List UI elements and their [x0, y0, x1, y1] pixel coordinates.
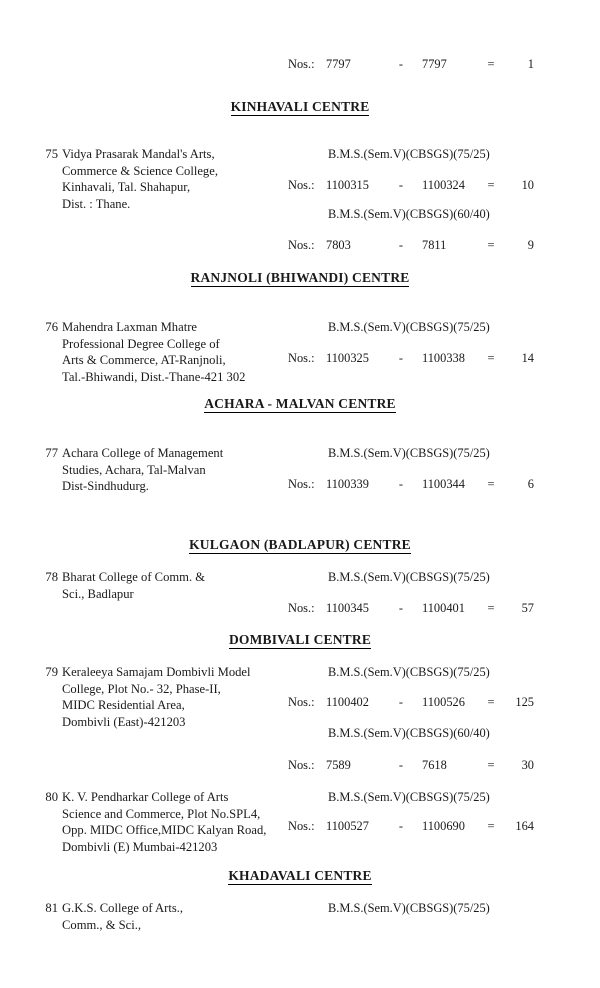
- nos-equals: =: [487, 601, 495, 615]
- college-index: [36, 319, 58, 336]
- college-name-line: College, Plot No.- 32, Phase-II,: [62, 681, 221, 696]
- college-name: [62, 569, 312, 602]
- college-name-line: Bharat College of Comm. &: [62, 570, 206, 584]
- nos-label: Nos.:: [288, 758, 315, 772]
- subject-label: B.M.S.(Sem.V)(CBSGS)(75/25): [328, 320, 490, 334]
- college-name-line: Keraleeya Samajam Dombivli Model: [62, 665, 251, 679]
- nos-row: [288, 600, 538, 617]
- college-name-line: G.K.S. College of Arts.,: [62, 901, 184, 915]
- college-index-text: 81: [45, 901, 58, 915]
- nos-row: [288, 177, 538, 194]
- nos-label: Nos.:: [288, 351, 315, 365]
- nos-dash: -: [398, 57, 404, 71]
- nos-from: 1100527: [326, 819, 369, 833]
- centre-heading: [0, 537, 600, 554]
- nos-to: 7797: [422, 57, 447, 71]
- college-name-line: Achara College of Management: [62, 446, 224, 460]
- centre-heading: [0, 868, 600, 885]
- nos-count: 164: [515, 819, 534, 833]
- college-name-line: Dist-Sindhudurg.: [62, 479, 149, 494]
- centre-heading-text: KINHAVALI CENTRE: [230, 99, 370, 114]
- college-name-line: K. V. Pendharkar College of Arts: [62, 790, 229, 804]
- nos-count: 6: [527, 477, 534, 491]
- college-name-line: Mahendra Laxman Mhatre: [62, 320, 197, 334]
- nos-to: 1100338: [422, 351, 465, 365]
- nos-equals: =: [487, 819, 495, 833]
- nos-dash: -: [398, 238, 404, 252]
- nos-count: 10: [521, 178, 534, 192]
- subject-label: B.M.S.(Sem.V)(CBSGS)(75/25): [328, 790, 490, 804]
- nos-dash: -: [398, 477, 404, 491]
- college-name: [62, 900, 312, 933]
- subject-label: B.M.S.(Sem.V)(CBSGS)(60/40): [328, 726, 490, 740]
- nos-to: 7618: [422, 758, 447, 772]
- college-name: [62, 146, 312, 212]
- centre-heading: [0, 632, 600, 649]
- nos-from: 1100339: [326, 477, 369, 491]
- nos-row: [288, 56, 538, 73]
- nos-dash: -: [398, 758, 404, 772]
- nos-dash: -: [398, 695, 404, 709]
- nos-equals: =: [487, 758, 495, 772]
- centre-heading-text: ACHARA - MALVAN CENTRE: [204, 396, 396, 411]
- centre-heading-text: KHADAVALI CENTRE: [228, 868, 372, 883]
- nos-label: Nos.:: [288, 695, 315, 709]
- centre-heading: [0, 396, 600, 413]
- nos-to: 1100526: [422, 695, 465, 709]
- nos-equals: =: [487, 351, 495, 365]
- college-name: [62, 664, 312, 730]
- nos-row: [288, 476, 538, 493]
- nos-to: 1100344: [422, 477, 465, 491]
- nos-equals: =: [487, 57, 495, 71]
- college-index-text: 79: [45, 665, 58, 679]
- college-name-line: Vidya Prasarak Mandal's Arts,: [62, 147, 215, 161]
- nos-row: [288, 757, 538, 774]
- nos-from: 1100315: [326, 178, 369, 192]
- centre-heading-text: RANJNOLI (BHIWANDI) CENTRE: [190, 270, 410, 285]
- college-name-line: MIDC Residential Area,: [62, 698, 185, 713]
- centre-heading: [0, 270, 600, 287]
- nos-label: Nos.:: [288, 57, 315, 71]
- nos-equals: =: [487, 695, 495, 709]
- college-name-line: Dombivli (East)-421203: [62, 714, 186, 729]
- nos-dash: -: [398, 178, 404, 192]
- college-index: [36, 146, 58, 163]
- centre-heading-text: DOMBIVALI CENTRE: [228, 632, 372, 647]
- college-name-line: Science and Commerce, Plot No.SPL4,: [62, 806, 261, 821]
- college-name-line: Professional Degree College of: [62, 336, 220, 351]
- nos-to: 1100324: [422, 178, 465, 192]
- nos-count: 1: [527, 57, 534, 71]
- college-name: [62, 319, 312, 385]
- centre-heading: [0, 99, 600, 116]
- subject-label: B.M.S.(Sem.V)(CBSGS)(75/25): [328, 901, 490, 915]
- college-index-text: 75: [45, 147, 58, 161]
- college-name-line: Opp. MIDC Office,MIDC Kalyan Road,: [62, 823, 267, 838]
- nos-row: [288, 237, 538, 254]
- nos-from: 7803: [326, 238, 351, 252]
- college-index-text: 78: [45, 570, 58, 584]
- nos-from: 1100402: [326, 695, 369, 709]
- college-name-line: Commerce & Science College,: [62, 163, 218, 178]
- nos-label: Nos.:: [288, 178, 315, 192]
- college-name-line: Studies, Achara, Tal-Malvan: [62, 462, 206, 477]
- college-index: [36, 789, 58, 806]
- nos-count: 30: [521, 758, 534, 772]
- college-index-text: 80: [45, 790, 58, 804]
- college-name-line: Sci., Badlapur: [62, 586, 134, 601]
- nos-to: 1100690: [422, 819, 465, 833]
- nos-equals: =: [487, 178, 495, 192]
- nos-row: [288, 694, 538, 711]
- nos-dash: -: [398, 351, 404, 365]
- nos-from: 1100325: [326, 351, 369, 365]
- nos-label: Nos.:: [288, 601, 315, 615]
- subject-label: B.M.S.(Sem.V)(CBSGS)(75/25): [328, 570, 490, 584]
- nos-count: 9: [527, 238, 534, 252]
- nos-label: Nos.:: [288, 819, 315, 833]
- college-index-text: 77: [45, 446, 58, 460]
- nos-row: [288, 818, 538, 835]
- nos-row: [288, 350, 538, 367]
- college-name-line: Kinhavali, Tal. Shahapur,: [62, 180, 191, 195]
- subject-label: B.M.S.(Sem.V)(CBSGS)(75/25): [328, 665, 490, 679]
- college-name-line: Tal.-Bhiwandi, Dist.-Thane-421 302: [62, 369, 246, 384]
- subject-label: B.M.S.(Sem.V)(CBSGS)(75/25): [328, 446, 490, 460]
- college-name-line: Arts & Commerce, AT-Ranjnoli,: [62, 353, 226, 368]
- nos-from: 7589: [326, 758, 351, 772]
- nos-to: 7811: [422, 238, 447, 252]
- subject-label: B.M.S.(Sem.V)(CBSGS)(75/25): [328, 147, 490, 161]
- centre-heading-text: KULGAON (BADLAPUR) CENTRE: [189, 537, 411, 552]
- nos-from: 7797: [326, 57, 351, 71]
- nos-label: Nos.:: [288, 238, 315, 252]
- nos-count: 57: [521, 601, 534, 615]
- college-name: [62, 445, 312, 495]
- college-name-line: Dist. : Thane.: [62, 196, 131, 211]
- college-index-text: 76: [45, 320, 58, 334]
- college-name-line: Dombivli (E) Mumbai-421203: [62, 839, 218, 854]
- nos-label: Nos.:: [288, 477, 315, 491]
- nos-from: 1100345: [326, 601, 369, 615]
- college-index: [36, 664, 58, 681]
- nos-count: 125: [515, 695, 534, 709]
- nos-dash: -: [398, 601, 404, 615]
- college-index: [36, 445, 58, 462]
- college-index: [36, 900, 58, 917]
- college-name-line: Comm., & Sci.,: [62, 917, 142, 932]
- nos-equals: =: [487, 477, 495, 491]
- nos-equals: =: [487, 238, 495, 252]
- nos-count: 14: [521, 351, 534, 365]
- nos-to: 1100401: [422, 601, 465, 615]
- college-index: [36, 569, 58, 586]
- nos-dash: -: [398, 819, 404, 833]
- subject-label: B.M.S.(Sem.V)(CBSGS)(60/40): [328, 207, 490, 221]
